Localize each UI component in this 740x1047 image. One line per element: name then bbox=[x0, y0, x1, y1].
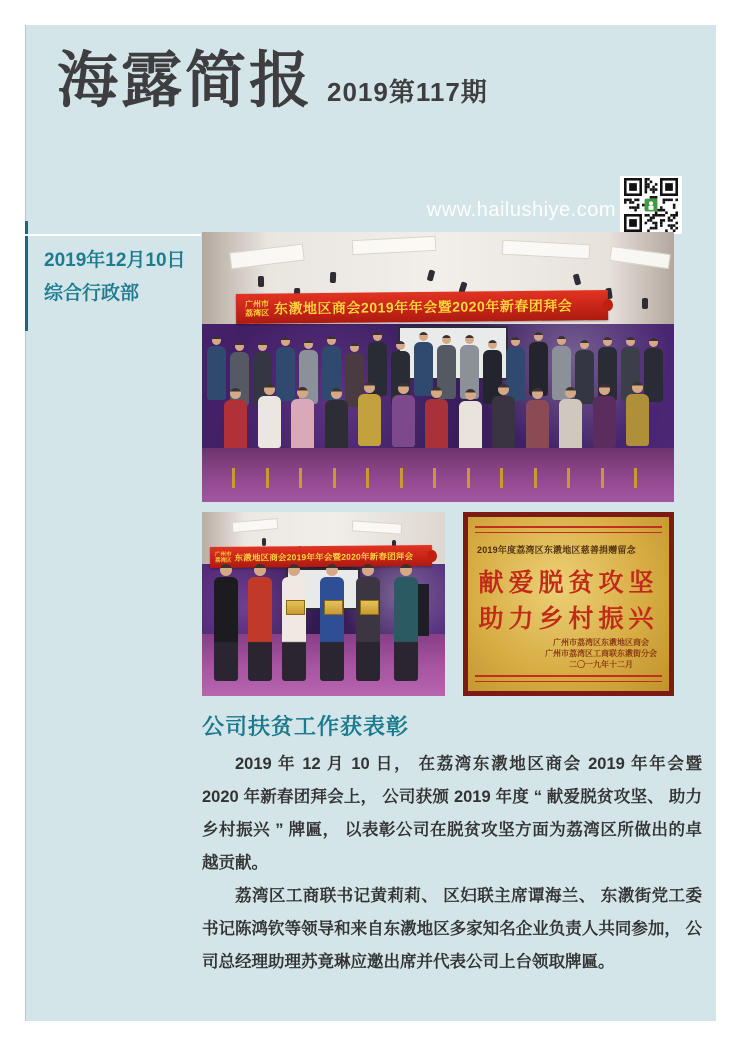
plaque-signature bbox=[545, 637, 657, 670]
plaque-signature-line3: 二〇一九年十二月 bbox=[569, 660, 633, 669]
gold-plaque bbox=[360, 600, 379, 615]
banner-prefix-line2: 荔湾区 bbox=[245, 308, 270, 318]
chair-leg bbox=[266, 468, 269, 488]
person-figure bbox=[394, 564, 418, 681]
article-paragraph-1: 2019 年 12 月 10 日， 在荔湾东漖地区商会 2019 年年会暨 2020 年新春团拜会上， 公司获颁 2019 年度 “ 献爱脱贫攻坚、 助力乡村振兴 ” 牌匾， 以表彰公司在脱贫攻坚方面为荔湾区所做出的卓越贡献。 bbox=[202, 755, 702, 872]
banner-prefix-line1: 广州市 bbox=[244, 299, 270, 309]
chair-leg bbox=[299, 468, 302, 488]
chair-leg bbox=[634, 468, 637, 488]
award-ceremony-photo bbox=[202, 512, 445, 696]
gold-plaque bbox=[286, 600, 305, 615]
plaque-signature-line2: 广州市荔湾区工商联东漖街分会 bbox=[545, 649, 657, 658]
chair-leg bbox=[366, 468, 369, 488]
banner-prefix-line2: 荔湾区 bbox=[215, 557, 232, 564]
website-url: www.hailushiye.com bbox=[426, 199, 616, 221]
chair-leg bbox=[601, 468, 604, 488]
gold-plaque bbox=[324, 600, 343, 615]
banner-text: 东漖地区商会2019年年会暨2020年新春团拜会 bbox=[234, 550, 414, 563]
publish-date: 2019年12月10日 bbox=[44, 250, 186, 271]
person-figure bbox=[248, 564, 272, 681]
qr-code bbox=[620, 176, 682, 234]
article-body bbox=[202, 748, 702, 979]
plaque-photo bbox=[463, 512, 674, 696]
chair-leg bbox=[333, 468, 336, 488]
plaque-signature-line1: 广州市荔湾区东漖地区商会 bbox=[553, 638, 649, 647]
sidebar-divider-line bbox=[25, 234, 201, 236]
chair-leg bbox=[467, 468, 470, 488]
publishing-department: 综合行政部 bbox=[44, 283, 140, 304]
chair-leg bbox=[433, 468, 436, 488]
chair-leg bbox=[500, 468, 503, 488]
person-figure bbox=[282, 564, 306, 681]
plaque-main-line1: 献爱脱贫攻坚 bbox=[478, 568, 659, 597]
chair-leg bbox=[400, 468, 403, 488]
banner-prefix-line1: 广州市 bbox=[214, 551, 232, 558]
article-heading: 公司扶贫工作获表彰 bbox=[202, 714, 410, 739]
masthead bbox=[57, 44, 488, 117]
bulletin-title: 海露简报 bbox=[57, 46, 314, 114]
chair-leg bbox=[232, 468, 235, 488]
issue-number: 2019第117期 bbox=[327, 77, 488, 107]
main-event-photo bbox=[202, 232, 674, 502]
article-paragraph-2: 荔湾区工商联书记黄莉莉、 区妇联主席谭海兰、 东漖街党工委书记陈鸿钦等领导和来自东漖地区多家知名企业负责人共同参加， 公司总经理助理苏竟琳应邀出席并代表公司上台领取牌匾。 bbox=[202, 887, 702, 971]
plaque-ornament-top bbox=[475, 526, 662, 533]
person-figure bbox=[214, 564, 238, 681]
person-figure bbox=[320, 564, 344, 681]
plaque-main-line2: 助力乡村振兴 bbox=[478, 604, 659, 633]
sidebar-accent-line bbox=[25, 221, 28, 331]
chair-leg bbox=[567, 468, 570, 488]
banner-text: 东漖地区商会2019年年会暨2020年新春团拜会 bbox=[273, 297, 573, 317]
qr-code-svg bbox=[622, 178, 680, 232]
plaque-dedication-line: 2019年度荔湾区东漖地区慈善捐赠留念 bbox=[477, 545, 636, 555]
stage-photo-people bbox=[202, 512, 445, 696]
chair-leg bbox=[534, 468, 537, 488]
plaque-ornament-bottom bbox=[475, 675, 662, 682]
person-figure bbox=[356, 564, 380, 681]
plaque-face bbox=[468, 517, 669, 691]
main-photo-chairs bbox=[202, 232, 674, 502]
